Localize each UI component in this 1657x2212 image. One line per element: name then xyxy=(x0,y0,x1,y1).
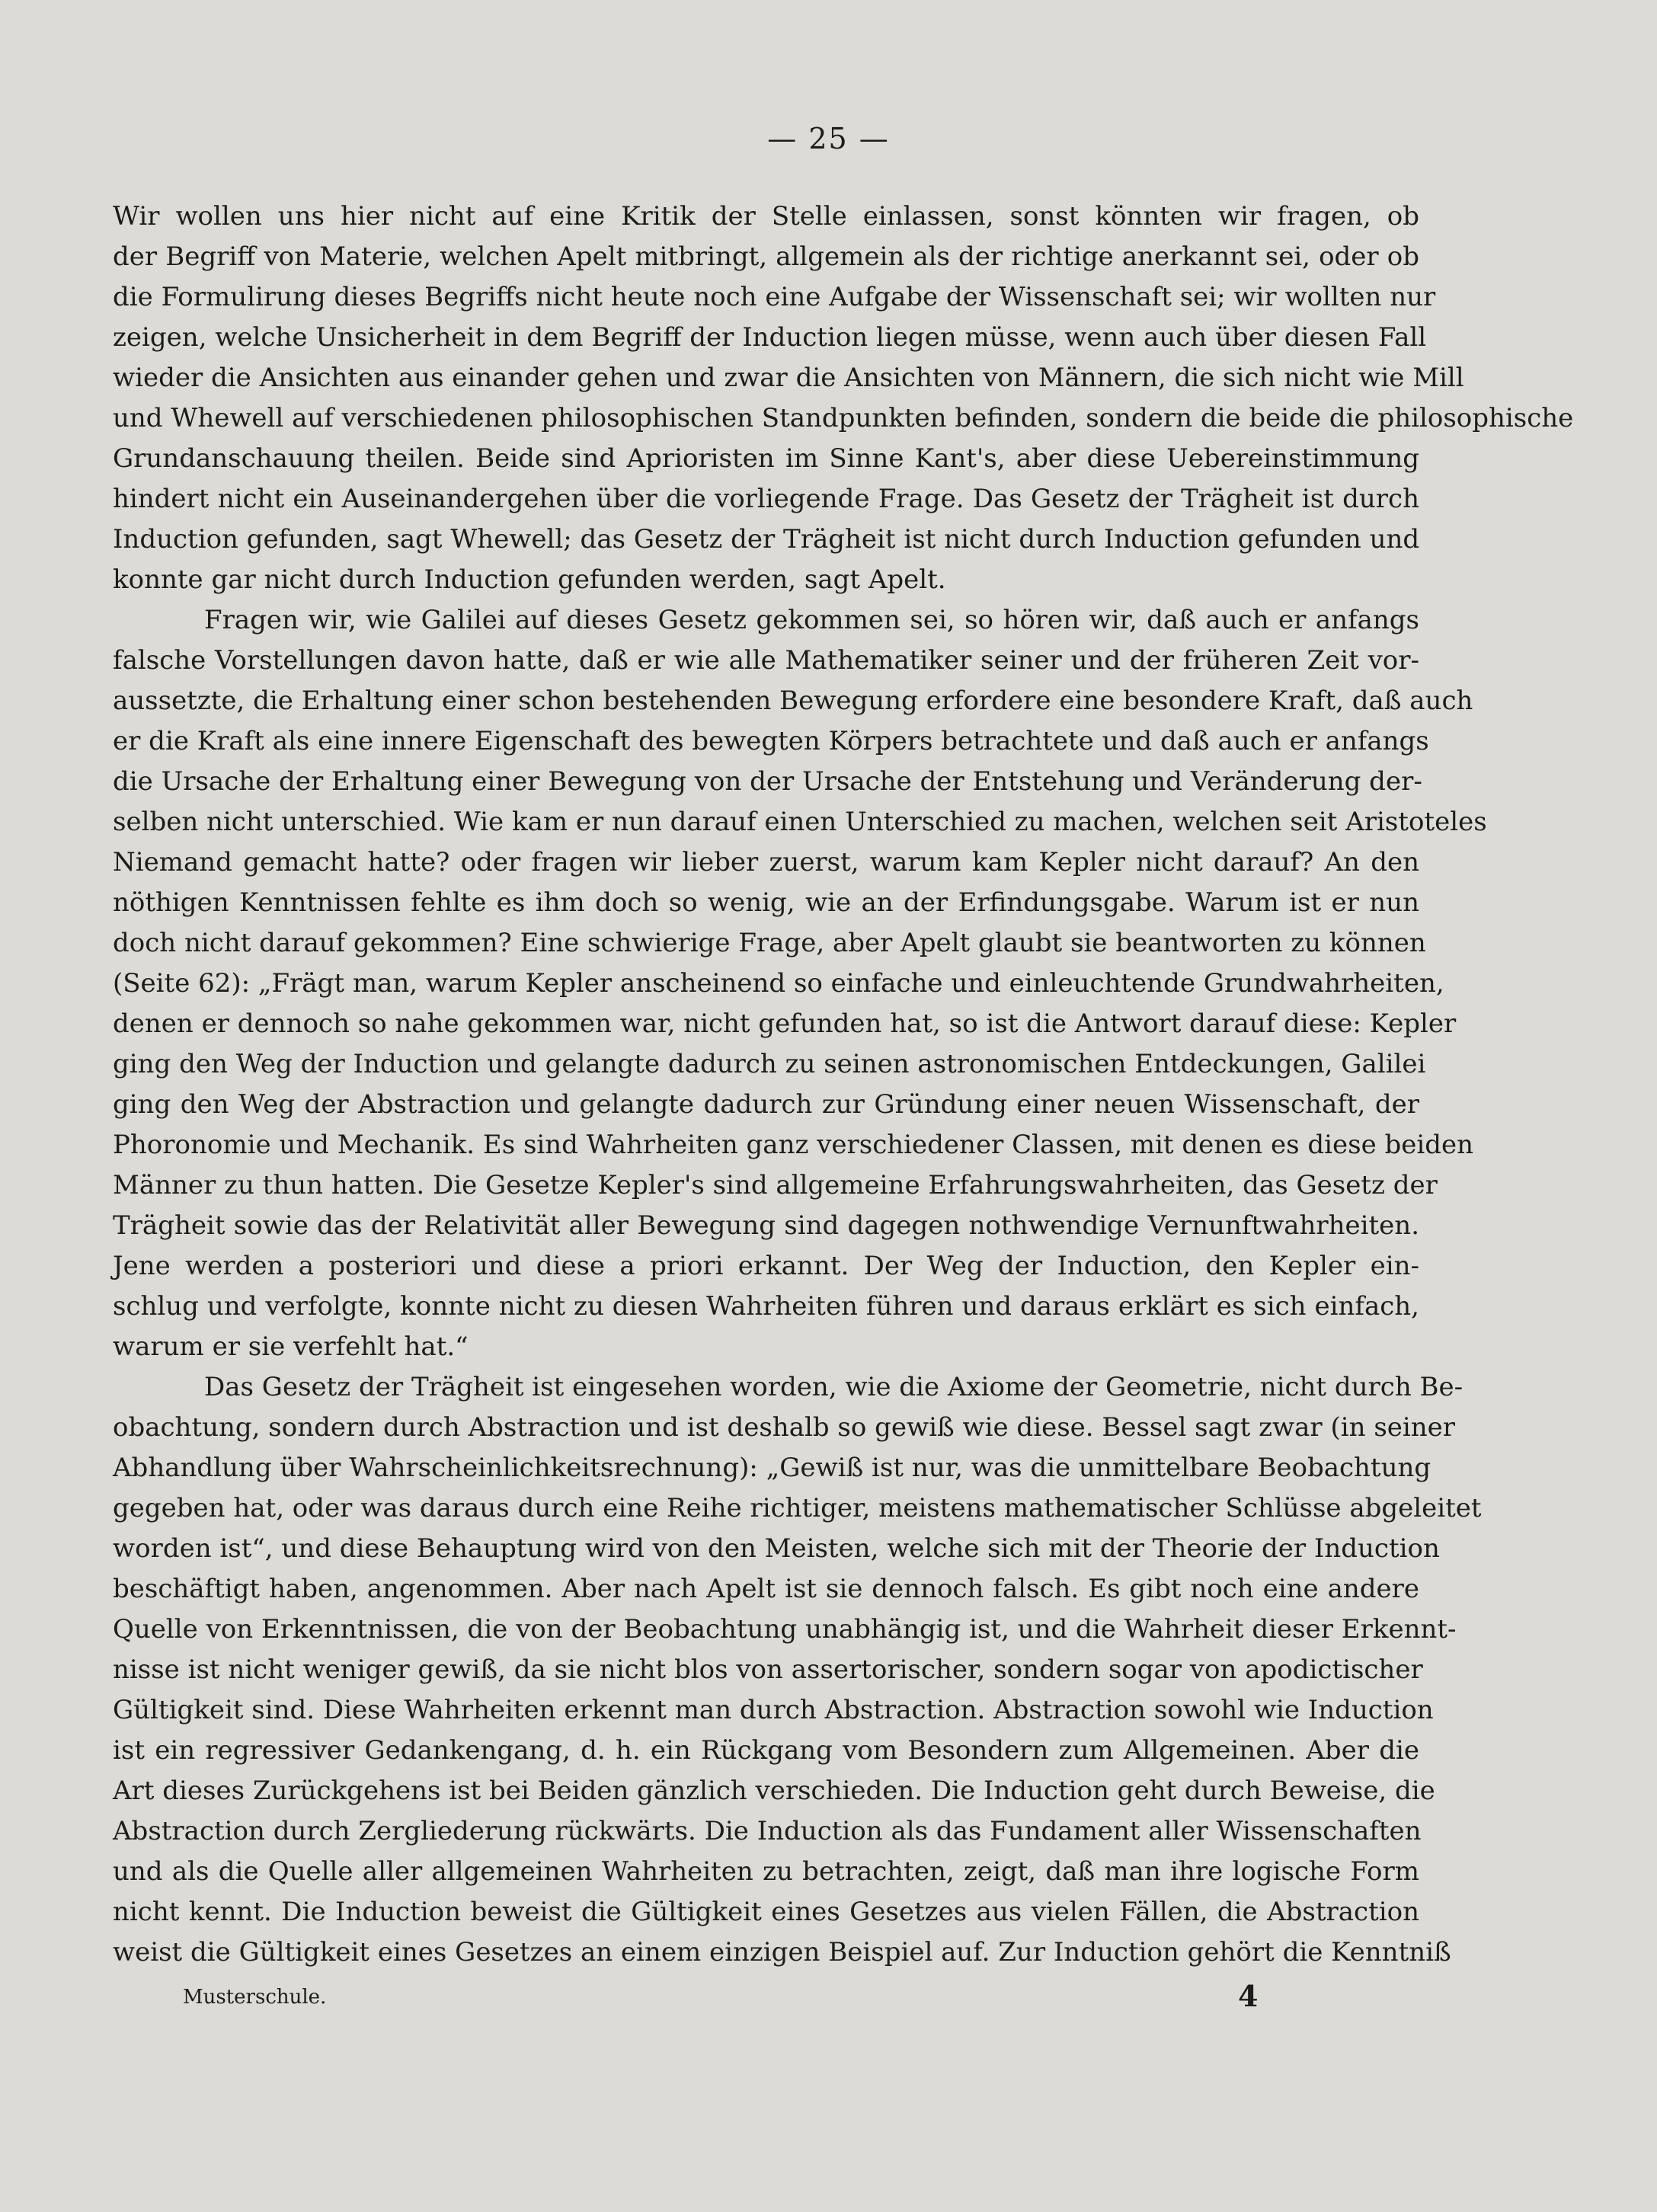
text-line: Abhandlung über Wahrscheinlichkeitsrechnung): „Gewiß ist nur, was die unmittelbare Beobachtung xyxy=(113,1453,1431,1483)
text-line: Induction gefunden, sagt Whewell; das Gesetz der Trägheit ist nicht durch Induction gefunden und xyxy=(113,524,1420,555)
text-line: weist die Gültigkeit eines Gesetzes an einem einzigen Beispiel auf. Zur Induction gehört die Kenntniß xyxy=(113,1937,1451,1967)
text-line: worden ist“, und diese Behauptung wird von den Meisten, welche sich mit der Theorie der Induction xyxy=(113,1533,1440,1564)
text-line: Fragen wir, wie Galilei auf dieses Gesetz gekommen sei, so hören wir, daß auch er anfangs xyxy=(204,605,1419,635)
text-line: (Seite 62): „Frägt man, warum Kepler anscheinend so einfache und einleuchtende Grundwahrheiten, xyxy=(113,968,1444,999)
text-line: Art dieses Zurückgehens ist bei Beiden gänzlich verschieden. Die Induction geht durch Beweise, die xyxy=(113,1776,1435,1806)
text-line: warum er sie verfehlt hat.“ xyxy=(113,1331,469,1362)
text-line: Niemand gemacht hatte? oder fragen wir lieber zuerst, warum kam Kepler nicht darauf? An den xyxy=(113,847,1419,877)
text-line: der Begriff von Materie, welchen Apelt mitbringt, allgemein als der richtige anerkannt sei, oder ob xyxy=(113,241,1419,272)
page-number: — 25 — xyxy=(767,122,890,155)
text-line: doch nicht darauf gekommen? Eine schwierige Frage, aber Apelt glaubt sie beantworten zu können xyxy=(113,928,1426,958)
text-line: falsche Vorstellungen davon hatte, daß er wie alle Mathematiker seiner und der früheren Zeit vor- xyxy=(113,645,1419,676)
footer-signature: Musterschule. xyxy=(183,1986,327,2009)
text-line: ging den Weg der Induction und gelangte dadurch zu seinen astronomischen Entdeckungen, Galilei xyxy=(113,1049,1426,1079)
text-line: Jene werden a posteriori und diese a priori erkannt. Der Weg der Induction, den Kepler ein- xyxy=(113,1251,1419,1281)
text-line: hindert nicht ein Auseinandergehen über die vorliegende Frage. Das Gesetz der Trägheit ist durch xyxy=(113,484,1419,514)
text-line: schlug und verfolgte, konnte nicht zu diesen Wahrheiten führen und daraus erklärt es sich einfach, xyxy=(113,1291,1419,1322)
text-line: und als die Quelle aller allgemeinen Wahrheiten zu betrachten, zeigt, daß man ihre logische Form xyxy=(113,1856,1419,1887)
text-line: aussetzte, die Erhaltung einer schon bestehenden Bewegung erfordere eine besondere Kraft, daß auch xyxy=(113,686,1473,716)
text-line: gegeben hat, oder was daraus durch eine Reihe richtiger, meistens mathematischer Schlüsse abgeleitet xyxy=(113,1493,1482,1523)
text-line: beschäftigt haben, angenommen. Aber nach Apelt ist sie dennoch falsch. Es gibt noch eine andere xyxy=(113,1574,1419,1604)
text-line: denen er dennoch so nahe gekommen war, nicht gefunden hat, so ist die Antwort darauf diese: Kepler xyxy=(113,1009,1457,1039)
text-line: Das Gesetz der Trägheit ist eingesehen worden, wie die Axiome der Geometrie, nicht durch Be- xyxy=(204,1372,1463,1402)
text-line: ist ein regressiver Gedankengang, d. h. ein Rückgang vom Besondern zum Allgemeinen. Aber die xyxy=(113,1735,1419,1766)
text-line: wieder die Ansichten aus einander gehen und zwar die Ansichten von Männern, die sich nicht wie Mill xyxy=(113,363,1464,393)
text-line: Quelle von Erkenntnissen, die von der Beobachtung unabhängig ist, und die Wahrheit dieser Erkennt- xyxy=(113,1614,1457,1645)
text-line: er die Kraft als eine innere Eigenschaft des bewegten Körpers betrachtete und daß auch er anfangs xyxy=(113,726,1429,756)
text-line: und Whewell auf verschiedenen philosophischen Standpunkten befinden, sondern die beide die philosophische xyxy=(113,403,1574,433)
text-line: Grundanschauung theilen. Beide sind Aprioristen im Sinne Kant's, aber diese Uebereinstimmung xyxy=(113,443,1419,474)
body-text xyxy=(113,197,1574,1973)
text-line: obachtung, sondern durch Abstraction und ist deshalb so gewiß wie diese. Bessel sagt zwar (in seiner xyxy=(113,1412,1456,1443)
text-line: Abstraction durch Zergliederung rückwärts. Die Induction als das Fundament aller Wissenschaften xyxy=(113,1816,1422,1846)
text-line: die Formulirung dieses Begriffs nicht heute noch eine Aufgabe der Wissenschaft sei; wir wollten nur xyxy=(113,282,1436,312)
text-line: Wir wollen uns hier nicht auf eine Kritik der Stelle einlassen, sonst könnten wir fragen, ob xyxy=(113,201,1419,232)
text-line: Phoronomie und Mechanik. Es sind Wahrheiten ganz verschiedener Classen, mit denen es diese beiden xyxy=(113,1130,1474,1160)
text-line: die Ursache der Erhaltung einer Bewegung von der Ursache der Entstehung und Veränderung der- xyxy=(113,766,1422,797)
text-line: Trägheit sowie das der Relativität aller Bewegung sind dagegen nothwendige Vernunftwahrheiten. xyxy=(113,1210,1419,1241)
text-line: nöthigen Kenntnissen fehlte es ihm doch so wenig, wie an der Erfindungsgabe. Warum ist er nun xyxy=(113,887,1419,918)
text-line: konnte gar nicht durch Induction gefunden werden, sagt Apelt. xyxy=(113,564,946,595)
text-line: zeigen, welche Unsicherheit in dem Begriff der Induction liegen müsse, wenn auch über diesen Fall xyxy=(113,322,1427,353)
text-line: Gültigkeit sind. Diese Wahrheiten erkennt man durch Abstraction. Abstraction sowohl wie Induction xyxy=(113,1695,1434,1725)
text-line: selben nicht unterschied. Wie kam er nun darauf einen Unterschied zu machen, welchen seit Aristoteles xyxy=(113,807,1487,837)
text-line: nicht kennt. Die Induction beweist die Gültigkeit eines Gesetzes aus vielen Fällen, die Abstraction xyxy=(113,1897,1419,1927)
footer-sheet-number: 4 xyxy=(1238,1979,1259,2013)
text-line: ging den Weg der Abstraction und gelangte dadurch zur Gründung einer neuen Wissenschaft, der xyxy=(113,1089,1419,1120)
text-line: Männer zu thun hatten. Die Gesetze Kepler's sind allgemeine Erfahrungswahrheiten, das Gesetz der xyxy=(113,1170,1438,1200)
text-line: nisse ist nicht weniger gewiß, da sie nicht blos von assertorischer, sondern sogar von apodictischer xyxy=(113,1654,1423,1685)
